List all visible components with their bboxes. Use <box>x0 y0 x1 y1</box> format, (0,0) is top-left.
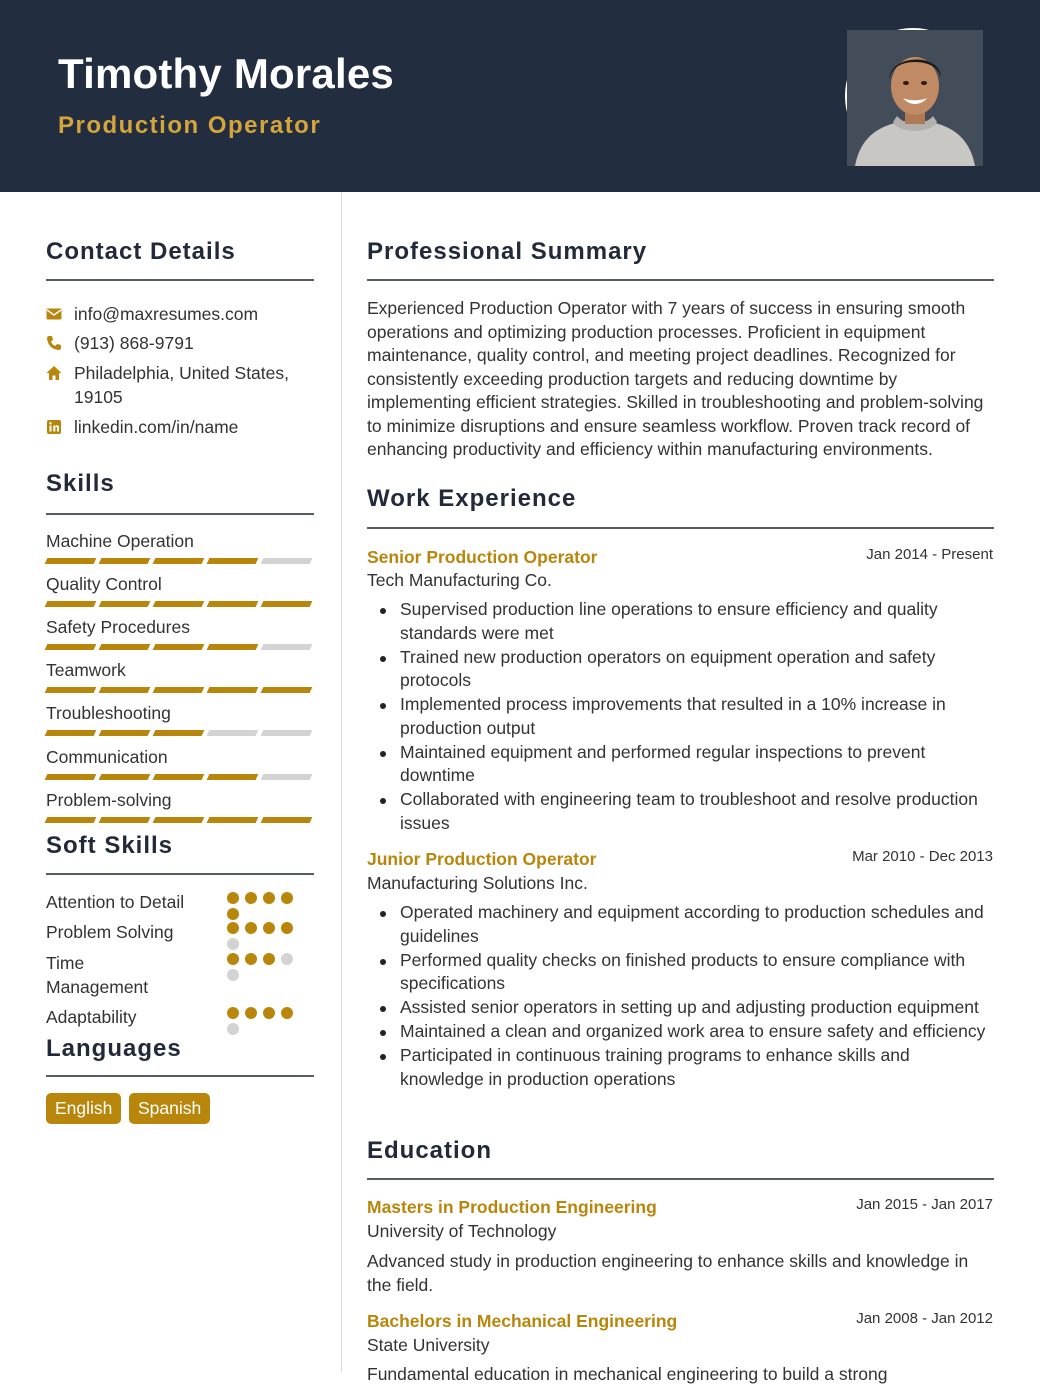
language-badge: Spanish <box>129 1093 210 1124</box>
rating-dot <box>245 922 257 934</box>
rating-dot <box>263 922 275 934</box>
skill-bar-segment <box>45 644 97 650</box>
rating-dot <box>245 953 257 965</box>
job-dates: Jan 2014 - Present <box>866 546 993 563</box>
languages-rule <box>46 1075 314 1077</box>
skill-bar-segment <box>99 558 151 564</box>
skill-bar-segment <box>45 601 97 607</box>
skill-label: Communication <box>46 747 168 767</box>
phone-icon <box>46 335 62 351</box>
skill-label: Quality Control <box>46 574 162 594</box>
skill-bar-segment <box>261 558 313 564</box>
candidate-name: Timothy Morales <box>58 50 394 97</box>
rating-dot <box>227 938 239 950</box>
linkedin-icon <box>46 419 62 435</box>
skill-level-bar <box>46 730 311 736</box>
skill-bar-segment <box>153 644 205 650</box>
soft-skill-rating <box>227 892 307 920</box>
job-dates: Mar 2010 - Dec 2013 <box>852 848 993 865</box>
skill-bar-segment <box>153 687 205 693</box>
skill-bar-segment <box>207 774 259 780</box>
soft-skill-rating <box>227 1007 307 1035</box>
contact-phone-text: (913) 868-9791 <box>74 333 194 353</box>
skill-level-bar <box>46 644 311 650</box>
skill-item <box>46 531 314 552</box>
job-company: Manufacturing Solutions Inc. <box>367 873 588 893</box>
education-school: State University <box>367 1335 490 1355</box>
soft-skills-heading: Soft Skills <box>46 832 174 859</box>
contact-phone[interactable] <box>46 331 194 355</box>
contact-email[interactable] <box>46 302 258 326</box>
summary-rule <box>367 279 994 281</box>
contact-email-text: info@maxresumes.com <box>74 304 259 324</box>
rating-dot <box>227 969 239 981</box>
soft-skill-label: Adaptability <box>46 1007 137 1027</box>
work-rule <box>367 527 994 529</box>
job-bullets <box>367 598 992 836</box>
profile-photo <box>845 28 981 164</box>
column-divider <box>341 192 342 1372</box>
skill-bar-segment <box>207 817 259 823</box>
skill-item <box>46 747 314 768</box>
job-title: Senior Production Operator <box>367 547 598 567</box>
job-company: Tech Manufacturing Co. <box>367 570 552 590</box>
rating-dot <box>263 1007 275 1019</box>
rating-dot <box>245 892 257 904</box>
work-heading: Work Experience <box>367 485 577 512</box>
skill-bar-segment <box>153 774 205 780</box>
summary-heading: Professional Summary <box>367 238 648 265</box>
rating-dot <box>245 1007 257 1019</box>
soft-skill-item <box>46 920 196 944</box>
rating-dot <box>227 908 239 920</box>
skill-bar-segment <box>207 687 259 693</box>
skill-level-bar <box>46 817 311 823</box>
skill-bar-segment <box>261 644 313 650</box>
education-rule <box>367 1178 994 1180</box>
soft-skill-item <box>46 951 171 999</box>
skill-bar-segment <box>207 644 259 650</box>
job-bullet: Performed quality checks on finished products to ensure compliance with specifications <box>367 949 992 996</box>
home-icon <box>46 365 62 381</box>
contact-address <box>46 361 314 409</box>
soft-skill-item <box>46 890 196 914</box>
skill-bar-segment <box>45 774 97 780</box>
education-dates: Jan 2008 - Jan 2012 <box>856 1310 993 1327</box>
skill-bar-segment <box>153 817 205 823</box>
rating-dot <box>281 1007 293 1019</box>
education-description: Fundamental education in mechanical engineering to build a strong <box>367 1364 888 1384</box>
soft-skill-label: Problem Solving <box>46 922 174 942</box>
skill-item <box>46 790 314 811</box>
soft-skill-label: Attention to Detail <box>46 892 185 912</box>
skill-label: Teamwork <box>46 660 126 680</box>
skill-bar-segment <box>99 774 151 780</box>
soft-skills-rule <box>46 873 314 875</box>
skill-bar-segment <box>261 730 313 736</box>
profile-photo-illustration <box>847 30 983 166</box>
job-bullets <box>367 901 992 1092</box>
skill-bar-segment <box>99 601 151 607</box>
skill-bar-segment <box>261 687 313 693</box>
rating-dot <box>281 892 293 904</box>
candidate-title: Production Operator <box>58 112 322 139</box>
soft-skill-item <box>46 1005 196 1029</box>
skill-level-bar <box>46 601 311 607</box>
rating-dot <box>281 922 293 934</box>
skills-rule <box>46 513 314 515</box>
soft-skill-label: Time Management <box>46 953 149 997</box>
contact-address-text: Philadelphia, United States, 19105 <box>74 363 289 407</box>
job-bullet: Participated in continuous training programs to enhance skills and knowledge in production operations <box>367 1044 992 1091</box>
skill-label: Troubleshooting <box>46 703 171 723</box>
rating-dot <box>281 953 293 965</box>
rating-dot <box>227 892 239 904</box>
language-badge: English <box>46 1093 121 1124</box>
skill-bar-segment <box>153 558 205 564</box>
job-bullet: Supervised production line operations to ensure efficiency and quality standards were met <box>367 598 992 645</box>
job-bullet: Maintained equipment and performed regular inspections to prevent downtime <box>367 741 992 788</box>
rating-dot <box>227 1023 239 1035</box>
education-degree: Bachelors in Mechanical Engineering <box>367 1311 678 1331</box>
skill-label: Problem-solving <box>46 790 172 810</box>
job-bullet: Operated machinery and equipment according to production schedules and guidelines <box>367 901 992 948</box>
skill-bar-segment <box>261 774 313 780</box>
contact-linkedin[interactable] <box>46 415 238 439</box>
skill-item <box>46 660 314 681</box>
skills-heading: Skills <box>46 470 115 497</box>
skill-bar-segment <box>153 601 205 607</box>
education-description: Advanced study in production engineering to enhance skills and knowledge in the field. <box>367 1251 969 1295</box>
summary-text: Experienced Production Operator with 7 years of success in ensuring smooth operations and optimizing production processes. Proficient in equipment maintenance, quality control, and meeting project deadlines. Recognized for consistently exceeding production targets and reducing downtime by implementing efficient strategies. Skilled in troubleshooting and problem-solving to minimize disruptions and ensure seamless workflow. Proven track record of enhancing productivity and efficiency within manufacturing environments. <box>367 298 984 459</box>
skill-bar-segment <box>99 687 151 693</box>
languages-heading: Languages <box>46 1035 182 1062</box>
rating-dot <box>227 1007 239 1019</box>
skill-label: Machine Operation <box>46 531 194 551</box>
soft-skill-rating <box>227 922 307 950</box>
skill-bar-segment <box>99 817 151 823</box>
rating-dot <box>263 953 275 965</box>
skill-bar-segment <box>99 730 151 736</box>
education-dates: Jan 2015 - Jan 2017 <box>856 1196 993 1213</box>
soft-skill-rating <box>227 953 307 981</box>
contact-heading: Contact Details <box>46 238 236 265</box>
job-bullet: Trained new production operators on equipment operation and safety protocols <box>367 646 992 693</box>
skill-label: Safety Procedures <box>46 617 190 637</box>
job-bullet: Maintained a clean and organized work area to ensure safety and efficiency <box>367 1020 992 1044</box>
skill-bar-segment <box>207 730 259 736</box>
education-school: University of Technology <box>367 1221 557 1241</box>
skill-item <box>46 617 314 638</box>
education-heading: Education <box>367 1137 493 1164</box>
rating-dot <box>227 953 239 965</box>
skill-bar-segment <box>45 817 97 823</box>
skill-level-bar <box>46 687 311 693</box>
skill-bar-segment <box>99 644 151 650</box>
skill-item <box>46 574 314 595</box>
skill-bar-segment <box>261 817 313 823</box>
contact-rule <box>46 279 314 281</box>
skill-bar-segment <box>45 558 97 564</box>
skill-item <box>46 703 314 724</box>
skill-bar-segment <box>261 601 313 607</box>
skill-level-bar <box>46 774 311 780</box>
skill-bar-segment <box>45 687 97 693</box>
skill-level-bar <box>46 558 311 564</box>
education-degree: Masters in Production Engineering <box>367 1197 657 1217</box>
skill-bar-segment <box>153 730 205 736</box>
job-bullet: Implemented process improvements that resulted in a 10% increase in production output <box>367 693 992 740</box>
contact-linkedin-text: linkedin.com/in/name <box>74 417 239 437</box>
rating-dot <box>263 892 275 904</box>
skill-bar-segment <box>45 730 97 736</box>
job-title: Junior Production Operator <box>367 849 597 869</box>
job-bullet: Assisted senior operators in setting up and adjusting production equipment <box>367 996 992 1020</box>
skill-bar-segment <box>207 558 259 564</box>
rating-dot <box>227 922 239 934</box>
skill-bar-segment <box>207 601 259 607</box>
job-bullet: Collaborated with engineering team to troubleshoot and resolve production issues <box>367 788 992 835</box>
resume-header <box>0 0 1040 192</box>
envelope-icon <box>46 306 62 322</box>
